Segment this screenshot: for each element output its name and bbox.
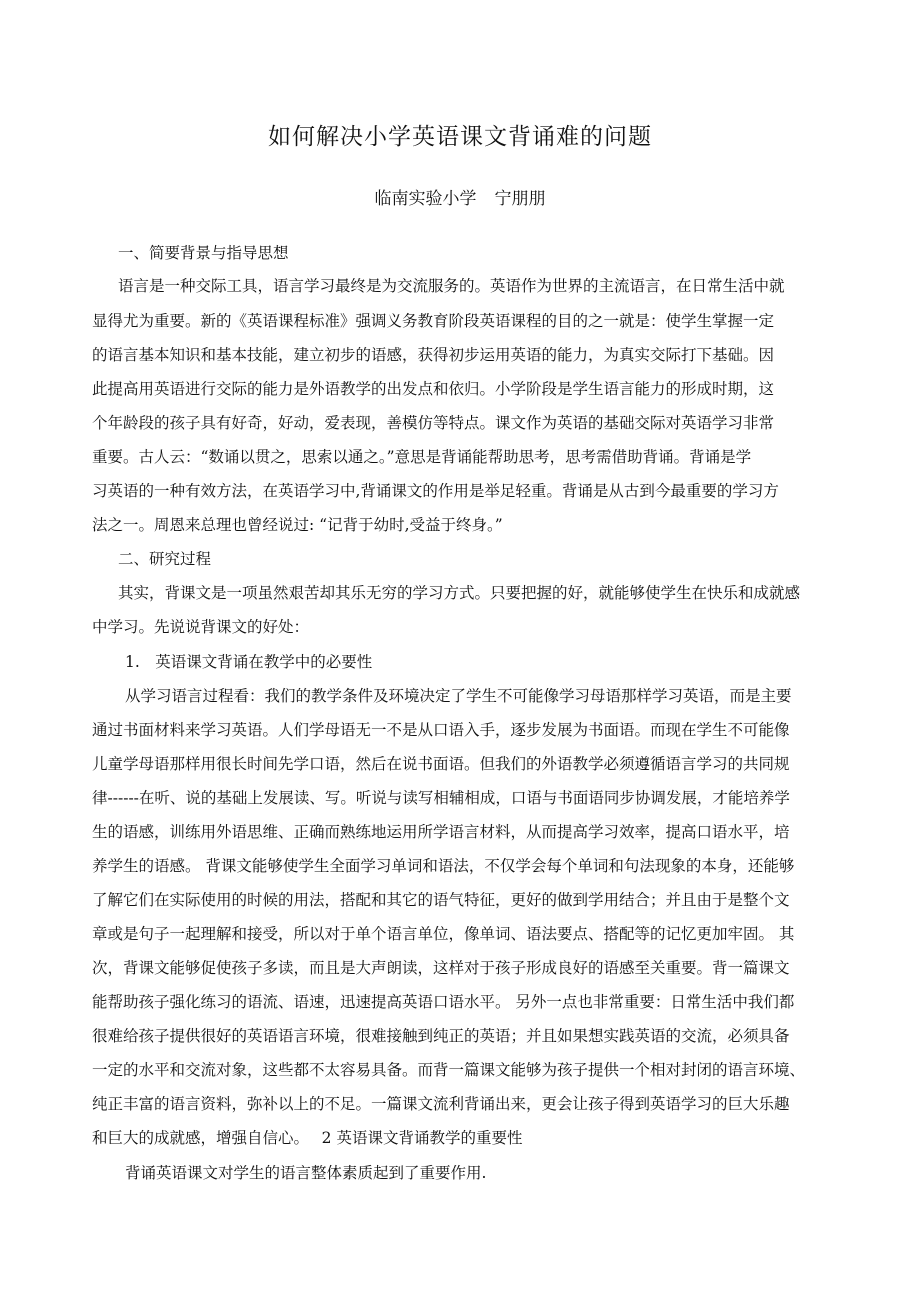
paragraph-line: 章或是句子一起理解和接受，所以对于单个语言单位，像单词、语法要点、搭配等的记忆更加牢固。 其 xyxy=(92,925,795,943)
paragraph-line: 语言是一种交际工具，语言学习最终是为交流服务的。英语作为世界的主流语言，在日常生活中就 xyxy=(118,277,785,295)
paragraph-line: 次，背课文能够促使孩子多读，而且是大声朗读，这样对于孩子形成良好的语感至关重要。背一篇课文 xyxy=(92,959,790,977)
document-title: 如何解决小学英语课文背诵难的问题 xyxy=(268,124,652,150)
paragraph-line: 生的语感，训练用外语思维、正确而熟练地运用所学语言材料，从而提高学习效率，提高口语水平，培 xyxy=(92,823,790,841)
paragraph-line: 纯正丰富的语言资料，弥补以上的不足。一篇课文流利背诵出来，更会让孩子得到英语学习的巨大乐趣 xyxy=(92,1095,790,1113)
section-heading-2: 二、研究过程 xyxy=(118,550,212,568)
section-heading-1: 一、简要背景与指导思想 xyxy=(118,244,289,262)
paragraph-line: 很难给孩子提供很好的英语语言环境，很难接触到纯正的英语；并且如果想实践英语的交流，必须具备 xyxy=(92,1027,790,1045)
paragraph-line: 能帮助孩子强化练习的语流、语速，迅速提高英语口语水平。 另外一点也非常重要：日常生活中我们都 xyxy=(92,993,795,1011)
author-name: 宁朋朋 xyxy=(494,189,546,209)
paragraph-line: 了解它们在实际使用的时候的用法，搭配和其它的语气特征，更好的做到学用结合；并且由于是整个文 xyxy=(92,891,790,909)
paragraph-line: 通过书面材料来学习英语。人们学母语无一不是从口语入手，逐步发展为书面语。而现在学生不可能像 xyxy=(92,721,790,739)
paragraph-line: 其实，背课文是一项虽然艰苦却其乐无穷的学习方式。只要把握的好，就能够使学生在快乐和成就感 xyxy=(118,584,801,602)
school-name: 临南实验小学 xyxy=(374,189,477,209)
paragraph-line: 此提高用英语进行交际的能力是外语教学的出发点和依归。小学阶段是学生语言能力的形成时期，这 xyxy=(92,380,775,398)
paragraph-line: 习英语的一种有效方法，在英语学习中,背诵课文的作用是举足轻重。背诵是从古到今最重要的学习方 xyxy=(92,482,779,500)
paragraph-line: 律------在听、说的基础上发展读、写。听说与读写相辅相成，口语与书面语同步协调发展，才能培养学 xyxy=(92,789,790,807)
paragraph-line: 从学习语言过程看：我们的教学条件及环境决定了学生不可能像学习母语那样学习英语，而是主要 xyxy=(125,687,792,705)
paragraph-line: 重要。古人云：“数诵以贯之，思索以通之。”意思是背诵能帮助思考，思考需借助背诵。背诵是学 xyxy=(92,448,752,466)
author-line xyxy=(0,184,920,209)
paragraph-line: 儿童学母语那样用很长时间先学口语，然后在说书面语。但我们的外语教学必须遵循语言学习的共同规 xyxy=(92,755,790,773)
paragraph-line: 和巨大的成就感，增强自信心。 2 英语课文背诵教学的重要性 xyxy=(92,1129,523,1147)
paragraph-line: 一定的水平和交流对象，这些都不太容易具备。而背一篇课文能够为孩子提供一个相对封闭的语言环境、 xyxy=(92,1061,806,1079)
paragraph-line: 背诵英语课文对学生的语言整体素质起到了重要作用. xyxy=(125,1164,487,1182)
paragraph-line: 中学习。先说说背课文的好处： xyxy=(92,618,310,636)
paragraph-line: 个年龄段的孩子具有好奇，好动，爱表现，善模仿等特点。课文作为英语的基础交际对英语学习非常 xyxy=(92,414,775,432)
paragraph-line: 的语言基本知识和基本技能，建立初步的语感，获得初步运用英语的能力，为真实交际打下基础。因 xyxy=(92,346,775,364)
paragraph-line: 显得尤为重要。新的《英语课程标准》强调义务教育阶段英语课程的目的之一就是：使学生掌握一定 xyxy=(92,312,775,330)
paragraph-line: 法之一。周恩来总理也曾经说过: “记背于幼时,受益于终身。” xyxy=(92,516,503,534)
subsection-heading-1: 1. 英语课文背诵在教学中的必要性 xyxy=(125,653,373,671)
paragraph-line: 养学生的语感。 背课文能够使学生全面学习单词和语法，不仅学会每个单词和句法现象的本身，还能够 xyxy=(92,857,795,875)
